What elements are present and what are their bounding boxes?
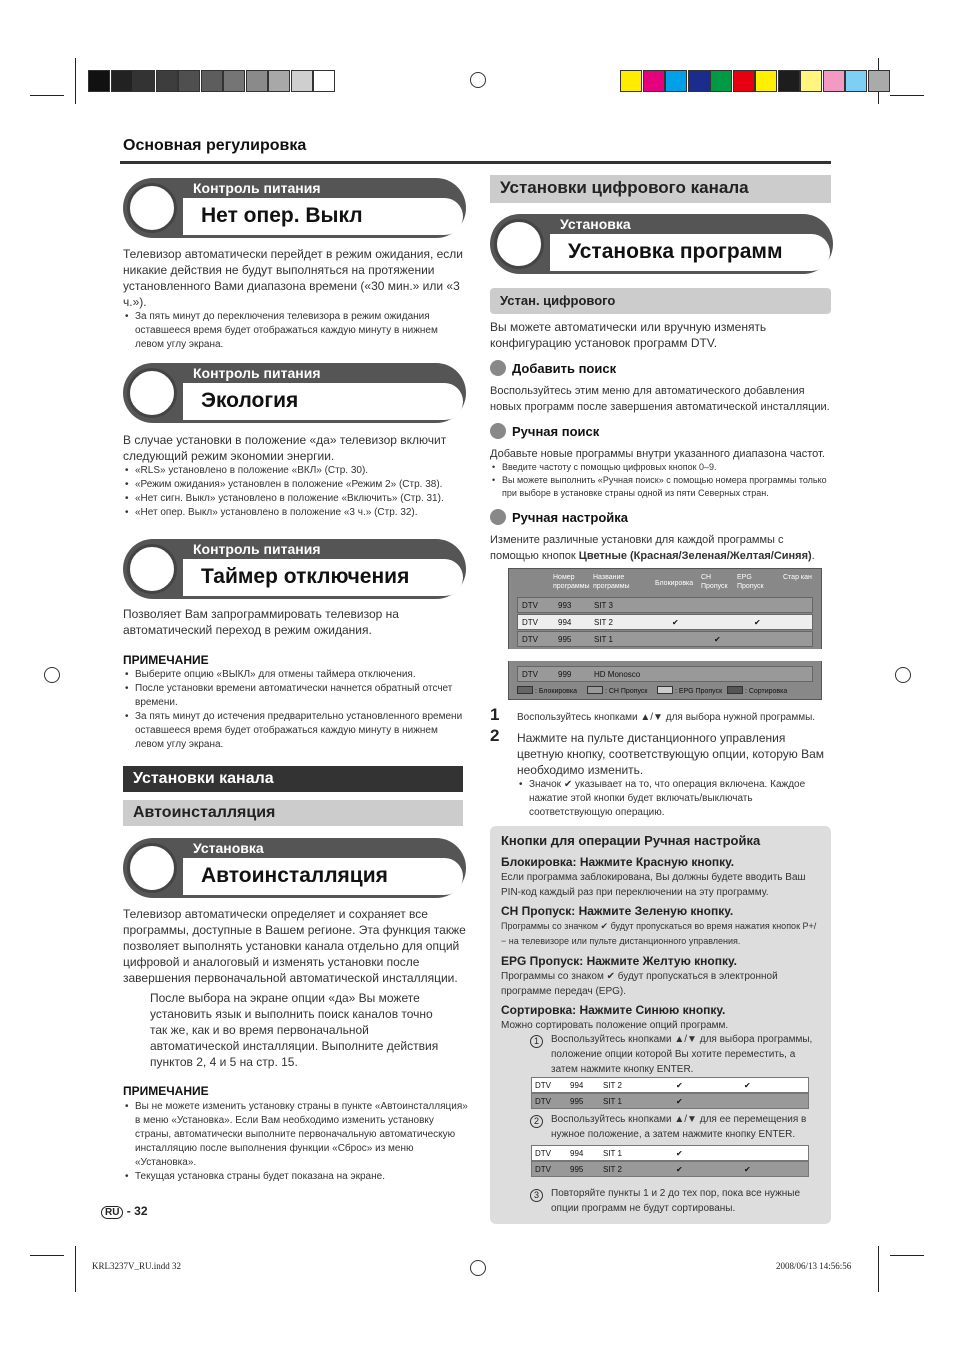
color-swatch	[823, 70, 845, 92]
color-swatch	[733, 70, 755, 92]
color-swatch	[620, 70, 642, 92]
banner-title: Автоинсталляция	[201, 864, 388, 887]
list-item: • Выберите опцию «ВЫКЛ» для отмены таймера отключения.	[123, 668, 468, 682]
box-heading: Сортировка: Нажмите Синюю кнопку.	[501, 1003, 726, 1017]
list-item: • Значок ✔ указывает на то, что операция включена. Каждое нажатие этой кнопки будет включать/выключать соответствующую операцию.	[517, 778, 817, 820]
tv-list-break	[489, 649, 843, 661]
banner-power-timer	[123, 539, 466, 599]
tv-channel-row: DTV 995 SIT 1 ✔	[517, 631, 813, 647]
sort-example-row: DTV 995 SIT 1 ✔	[531, 1093, 809, 1109]
color-swatch	[845, 70, 867, 92]
power-icon	[127, 183, 177, 233]
banner-setup-autoinstall	[123, 838, 466, 898]
paragraph: Телевизор автоматически определяет и сохраняет все программы, доступные в Вашем регионе. Эта функция также позволяет выполнять установки канала отдельно для опций цифровой и аналоговый и изменять установки после завершения первоначальной автоматической инсталляции.	[123, 907, 466, 985]
bullet-list	[490, 461, 831, 500]
crop-mark	[75, 1246, 76, 1292]
list-item: • За пять минут до истечения предварительно установленного времени оставшееся время будет отображаться каждую минуту в нижнем левом углу экрана.	[123, 710, 468, 752]
bullet-list	[123, 310, 468, 352]
list-item: • После установки времени автоматически начнется обратный отсчет времени.	[123, 682, 468, 710]
banner-title: Таймер отключения	[201, 565, 410, 588]
bullet-list	[123, 1100, 468, 1184]
tv-channel-row: DTV 999 HD Monosco	[517, 666, 813, 682]
crop-mark	[890, 1255, 924, 1256]
tv-channel-row: DTV 993 SIT 3	[517, 597, 813, 613]
bullet-list	[123, 668, 468, 752]
page-number-value: 32	[134, 1204, 148, 1218]
paragraph: Телевизор автоматически перейдет в режим ожидания, если никакие действия не будут выполняться на протяжении установленного Вами диапазона времени («30 мин.» или «3 ч.»).	[123, 247, 464, 309]
banner-category: Контроль питания	[193, 180, 321, 196]
list-item: • «Нет опер. Выкл» установлено в положение «3 ч.» (Стр. 32).	[123, 506, 468, 520]
sort-step-number: 3	[530, 1187, 543, 1202]
box-text: Можно сортировать положение опций программ.	[501, 1020, 729, 1031]
page-number-separator: -	[126, 1204, 131, 1218]
box-heading: Блокировка: Нажмите Красную кнопку.	[501, 855, 735, 869]
sort-step-text: Воспользуйтесь кнопками ▲/▼ для выбора программы, положение опции которой Вы хотите переместить, а затем нажмите кнопку ENTER.	[551, 1034, 813, 1075]
color-swatch	[665, 70, 687, 92]
color-swatch	[868, 70, 890, 92]
section-bar-channel: Установки канала	[123, 766, 463, 792]
power-icon	[127, 368, 177, 418]
sort-step-number: 2	[530, 1113, 543, 1128]
footer-file: KRL3237V_RU.indd 32	[92, 1261, 182, 1271]
sort-example-row: DTV 994 SIT 1 ✔	[531, 1145, 809, 1161]
list-item: • Вы не можете изменить установку страны в пункте «Автоинсталляция» в меню «Установка». Если Вам необходимо изменить установку страны, автоматически выполните первоначальную автоматическую инсталляцию после выполнения функции «Сброс» из меню «Установка».	[123, 1100, 468, 1170]
note-heading: ПРИМЕЧАНИЕ	[123, 653, 209, 667]
list-item: • «Режим ожидания» установлен в положение «Режим 2» (Стр. 38).	[123, 478, 468, 492]
color-swatch	[223, 70, 245, 92]
setup-tools-icon	[127, 843, 177, 893]
color-swatch	[291, 70, 313, 92]
banner-category: Контроль питания	[193, 541, 321, 557]
crop-mark	[30, 1255, 64, 1256]
heading-manual-setup: Ручная настройка	[490, 509, 628, 525]
sort-example-row: DTV 994 SIT 2 ✔ ✔	[531, 1077, 809, 1093]
banner-power-no-op	[123, 178, 466, 238]
sort-example-row: DTV 995 SIT 2 ✔ ✔	[531, 1161, 809, 1177]
heading-manual-search: Ручная поиск	[490, 423, 599, 439]
list-item: • Вы можете выполнить «Ручная поиск» с помощью номера программы только при выборе в установке страны одной из пяти Северных стран.	[490, 474, 831, 500]
paragraph: В случае установки в положение «да» телевизор включит следующий режим экономии энергии.	[123, 433, 447, 463]
color-swatch	[688, 70, 710, 92]
bullet-dot-icon	[490, 423, 506, 439]
subsection-bar: Устан. цифрового	[490, 288, 831, 314]
color-swatch	[246, 70, 268, 92]
power-icon	[127, 544, 177, 594]
paragraph: Воспользуйтесь этим меню для автоматического добавления новых программ после завершения автоматической инсталляции.	[490, 385, 830, 413]
registration-mark	[470, 72, 486, 88]
registration-mark	[895, 667, 911, 683]
crop-mark	[878, 1246, 879, 1292]
sort-step-number: 1	[530, 1033, 543, 1048]
color-swatch	[201, 70, 223, 92]
paragraph: Позволяет Вам запрограммировать телевизор на автоматический переход в режим ожидания.	[123, 607, 399, 637]
tv-screen	[508, 568, 822, 700]
bullet-dot-icon	[490, 360, 506, 376]
bullet-list	[517, 778, 817, 820]
banner-title: Экология	[201, 389, 299, 412]
paragraph: Вы можете автоматически или вручную изменять конфигурацию установок программ DTV.	[490, 320, 767, 350]
registration-mark	[44, 667, 60, 683]
color-swatch	[643, 70, 665, 92]
bullet-dot-icon	[490, 509, 506, 525]
box-text: Программы со знаком ✔ будут пропускаться в электронной программе передач (EPG).	[501, 971, 778, 997]
box-heading: CH Пропуск: Нажмите Зеленую кнопку.	[501, 904, 734, 918]
setup-tools-icon	[494, 219, 544, 269]
paragraph: После выбора на экране опции «да» Вы можете установить язык и выполнить поиск каналов точно так же, как и во время первоначальной автоматической инсталляции. Выполните действия пунктов 2, 4 и 5 на стр. 15.	[150, 991, 439, 1069]
page-number	[101, 1204, 148, 1218]
banner-category: Установка	[193, 840, 264, 856]
list-item: • «RLS» установлено в положение «ВКЛ» (Стр. 30).	[123, 464, 468, 478]
section-bar-digital: Установки цифрового канала	[490, 175, 831, 203]
color-swatch	[710, 70, 732, 92]
paragraph: Добавьте новые программы внутри указанного диапазона частот.	[490, 448, 825, 460]
banner-title: Нет опер. Выкл	[201, 204, 363, 227]
color-swatch	[178, 70, 200, 92]
bullet-list	[123, 464, 468, 520]
section-bar-autoinstall: Автоинсталляция	[123, 800, 463, 826]
paragraph: Измените различные установки для каждой программы с помощью кнопок Цветные (Красная/Зеленая/Желтая/Синяя).	[490, 534, 815, 562]
footer-date: 2008/06/13 14:56:56	[776, 1261, 852, 1271]
color-swatch	[778, 70, 800, 92]
color-swatch	[111, 70, 133, 92]
crop-mark	[75, 58, 76, 104]
banner-category: Контроль питания	[193, 365, 321, 381]
box-text: Если программа заблокирована, Вы должны будете вводить Ваш PIN-код каждый раз при переключении на эту программу.	[501, 872, 806, 898]
list-item: • За пять минут до переключения телевизора в режим ожидания оставшееся время будет отображаться каждую минуту в нижнем левом углу экрана.	[123, 310, 468, 352]
step-number: 1	[490, 705, 500, 724]
color-swatch	[133, 70, 155, 92]
box-title: Кнопки для операции Ручная настройка	[501, 833, 761, 848]
crop-mark	[890, 95, 924, 96]
color-swatch	[156, 70, 178, 92]
step-number: 2	[490, 726, 500, 745]
step-text: Воспользуйтесь кнопками ▲/▼ для выбора нужной программы.	[517, 712, 816, 723]
tv-header-row: Номер программы Название программы Блокировка CH Пропуск EPG Пропуск Стар кан	[553, 574, 812, 590]
step-text: Нажмите на пульте дистанционного управления цветную кнопку, соответствующую опции, которую Вам необходимо изменить.	[517, 731, 825, 777]
banner-setup-programs	[490, 214, 833, 274]
color-swatch	[268, 70, 290, 92]
note-heading: ПРИМЕЧАНИЕ	[123, 1084, 209, 1098]
sort-step-text: Повторяйте пункты 1 и 2 до тех пор, пока все нужные опции программ не будут сортированы.	[551, 1188, 801, 1214]
tv-channel-row: DTV 994 SIT 2 ✔ ✔	[517, 614, 813, 630]
lang-badge: RU	[101, 1206, 123, 1219]
banner-power-eco	[123, 363, 466, 423]
color-swatch	[313, 70, 335, 92]
color-swatch	[755, 70, 777, 92]
crop-mark	[30, 95, 64, 96]
tv-legend: : Блокировка : CH Пропуск : EPG Пропуск : Сортировка	[517, 685, 813, 699]
divider	[120, 161, 831, 164]
list-item: • «Нет сигн. Выкл» установлено в положение «Включить» (Стр. 31).	[123, 492, 468, 506]
box-text: Программы со значком ✔ будут пропускаться во время нажатия кнопок P+/− на телевизоре или пульте дистанционного управления.	[501, 921, 817, 946]
registration-mark	[470, 1260, 486, 1276]
box-heading: EPG Пропуск: Нажмите Желтую кнопку.	[501, 954, 737, 968]
list-item: • Текущая установка страны будет показана на экране.	[123, 1170, 468, 1184]
banner-title: Установка программ	[568, 240, 783, 263]
page-section-title: Основная регулировка	[123, 137, 307, 154]
banner-category: Установка	[560, 216, 631, 232]
sort-step-text: Воспользуйтесь кнопками ▲/▼ для ее перемещения в нужное положение, а затем нажмите кнопку ENTER.	[551, 1114, 807, 1140]
list-item: • Введите частоту с помощью цифровых кнопок 0–9.	[490, 461, 831, 474]
heading-add-search: Добавить поиск	[490, 360, 616, 376]
color-swatch	[800, 70, 822, 92]
color-swatch	[88, 70, 110, 92]
